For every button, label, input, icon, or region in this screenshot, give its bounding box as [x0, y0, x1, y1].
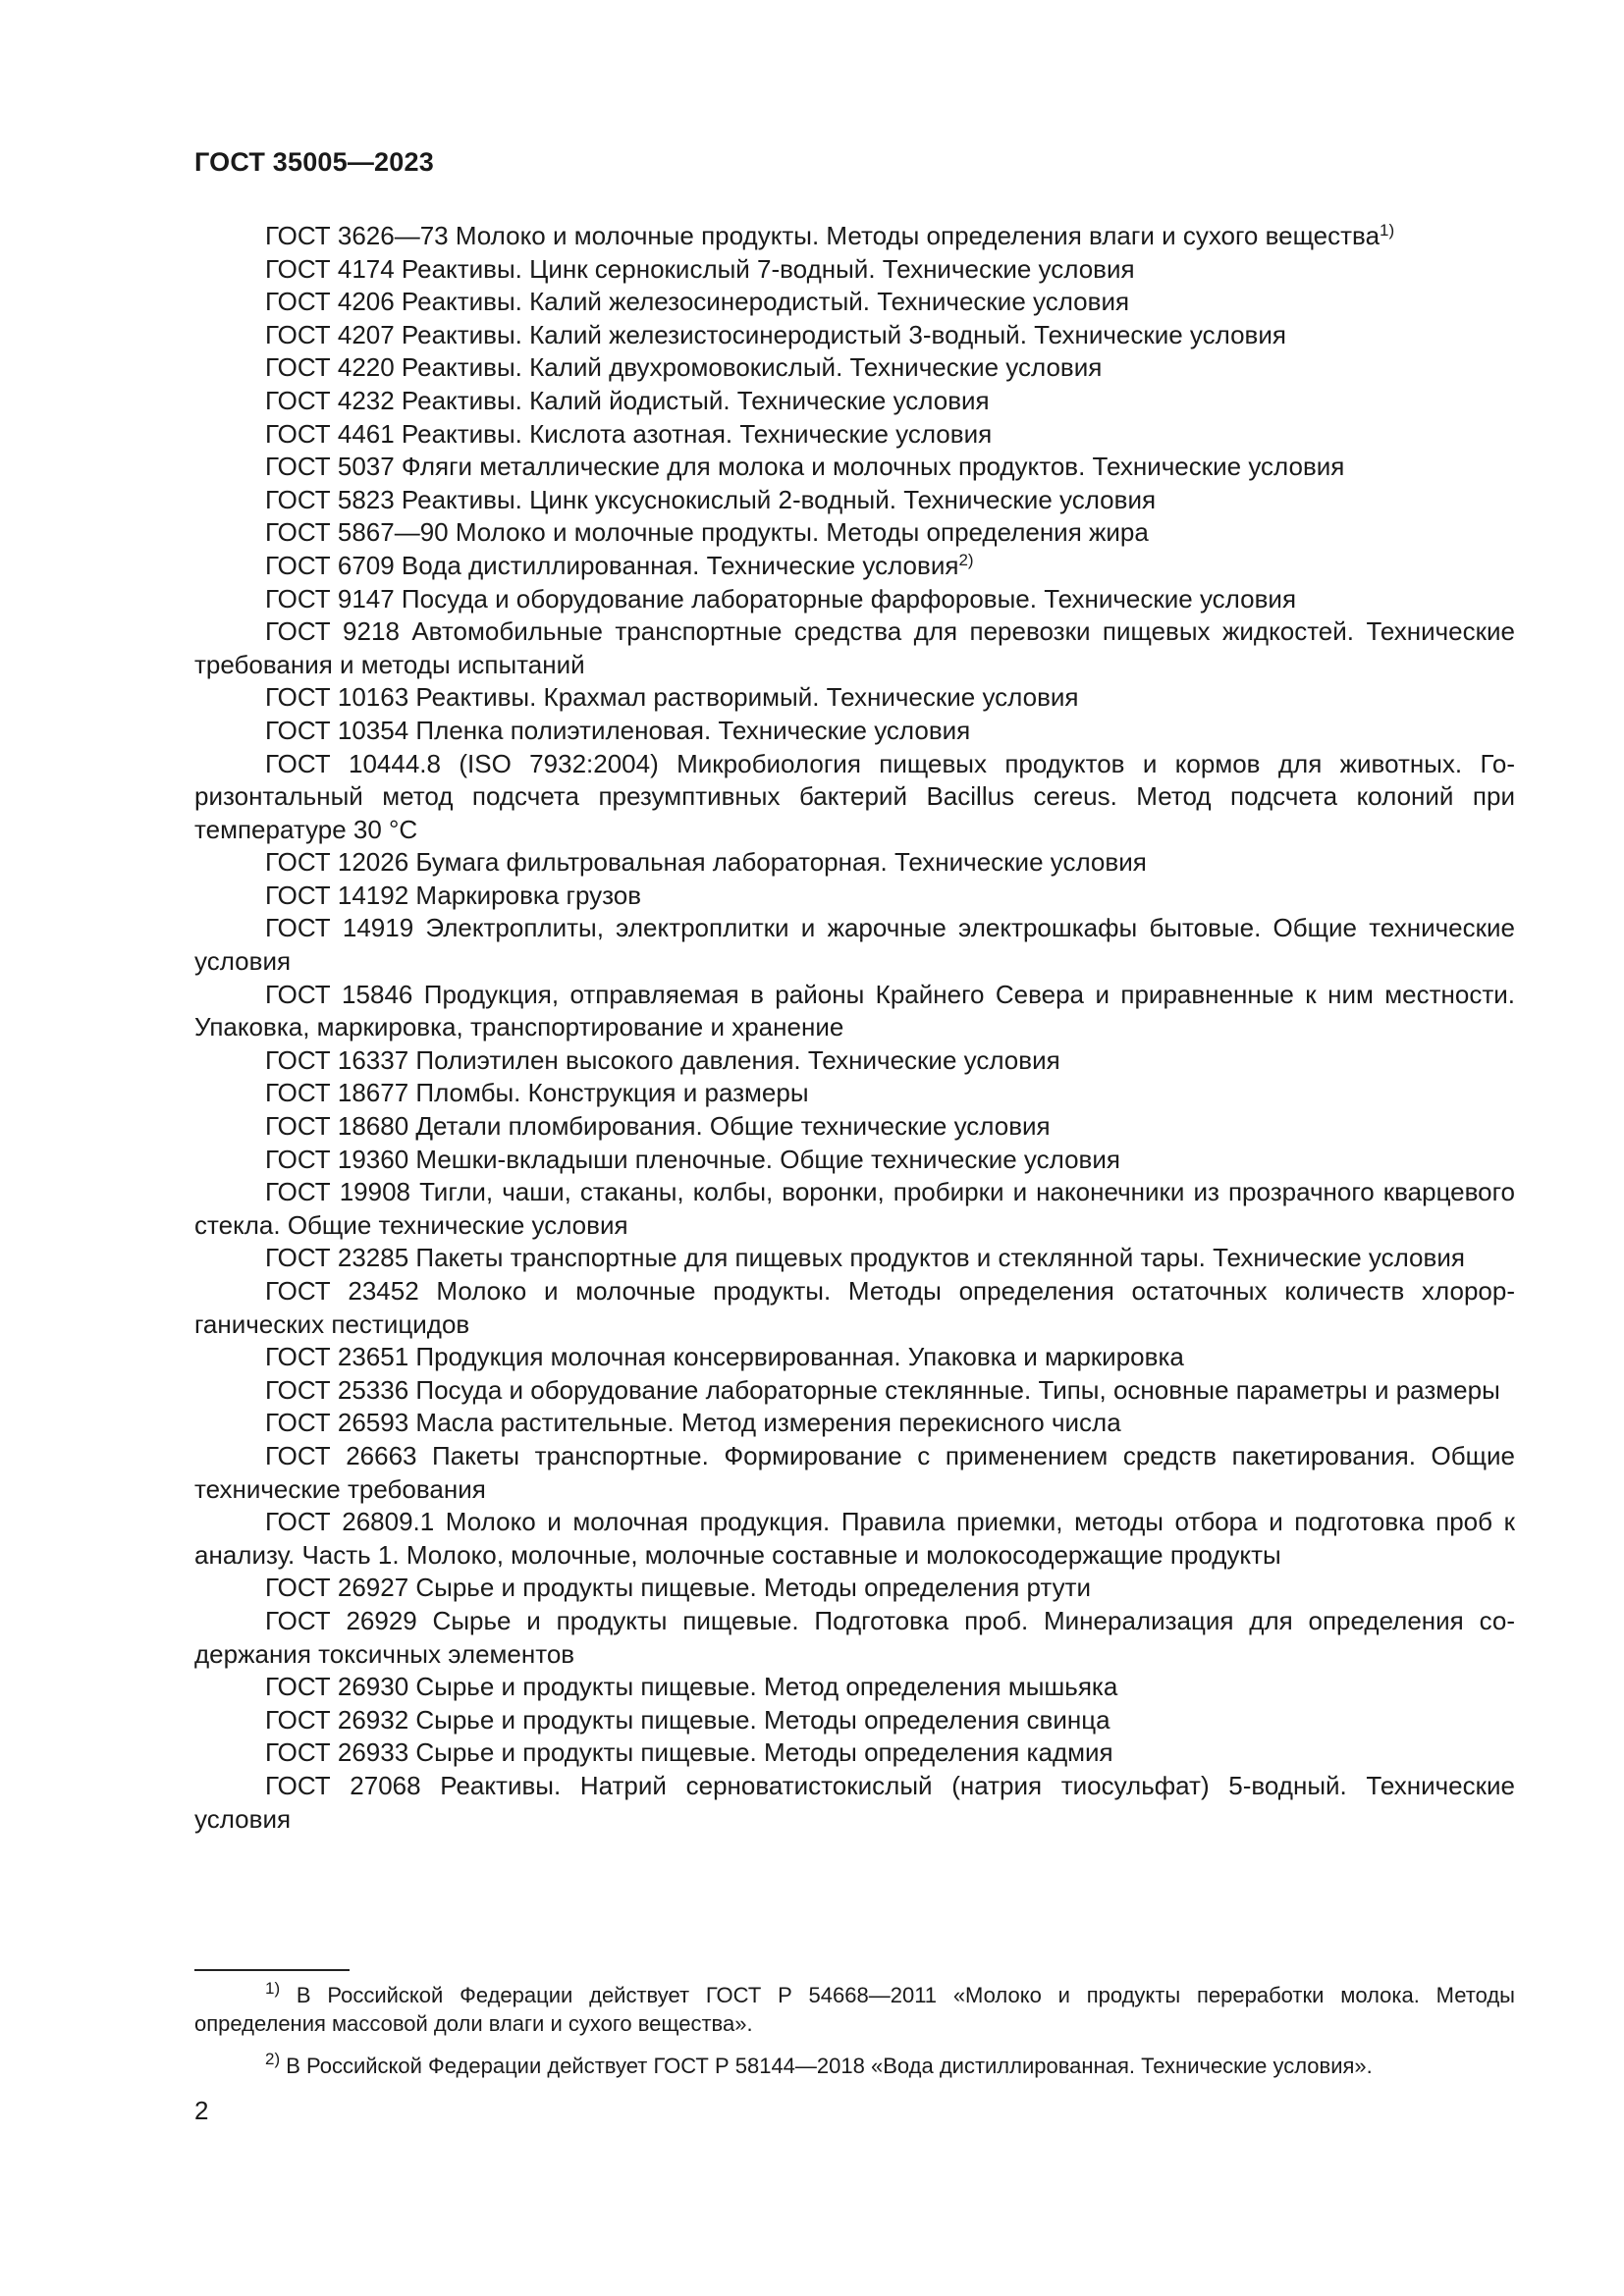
footnote-mark: 2): [265, 2050, 281, 2068]
reference-item: ГОСТ 4461 Реактивы. Кислота азотная. Технические условия: [265, 418, 993, 449]
reference-item: ГОСТ 4174 Реактивы. Цинк сернокислый 7-водный. Технические условия: [265, 253, 1135, 284]
reference-item: ГОСТ 26932 Сырье и продукты пищевые. Методы определения свинца: [265, 1704, 1110, 1735]
reference-item: ГОСТ 4232 Реактивы. Калий йодистый. Технические условия: [265, 385, 990, 415]
reference-item: ГОСТ 9218 Автомобильные транспортные средства для перевозки пищевых жидкостей. Технические требования и методы испытаний: [194, 616, 1515, 679]
reference-item: ГОСТ 10163 Реактивы. Крахмал растворимый. Технические условия: [265, 682, 1079, 713]
reference-item: ГОСТ 15846 Продукция, отправляемая в районы Крайнего Севера и приравненные к ним местности. Упаковка, маркировка, транспортирование и хранение: [194, 979, 1515, 1042]
reference-item: ГОСТ 27068 Реактивы. Натрий серноватистокислый (натрия тиосульфат) 5-водный. Технические условия: [194, 1770, 1515, 1834]
reference-item: ГОСТ 19908 Тигли, чаши, стаканы, колбы, воронки, пробирки и наконечники из прозрачного кварцевого стекла. Общие технические условия: [194, 1177, 1515, 1240]
reference-item: ГОСТ 4206 Реактивы. Калий железосинеродистый. Технические условия: [265, 287, 1130, 317]
reference-item: ГОСТ 9147 Посуда и оборудование лабораторные фарфоровые. Технические условия: [265, 583, 1297, 614]
reference-item: ГОСТ 5823 Реактивы. Цинк уксуснокислый 2-водный. Технические условия: [265, 484, 1157, 514]
reference-item: ГОСТ 10354 Пленка полиэтиленовая. Технические условия: [265, 715, 971, 745]
reference-item: ГОСТ 23452 Молоко и молочные продукты. Методы определения остаточных количеств хлорорганических пестицидов: [194, 1276, 1515, 1339]
reference-item: ГОСТ 10444.8 (ISO 7932:2004) Микробиология пищевых продуктов и кормов для животных. Горизонтальный метод подсчета презумптивных бактерий Bacillus cereus. Метод подсчета колоний при температуре 30 °С: [194, 748, 1515, 844]
reference-item: ГОСТ 25336 Посуда и оборудование лабораторные стеклянные. Типы, основные параметры и размеры: [265, 1374, 1500, 1405]
footnotes: [194, 1981, 1515, 2094]
reference-item: ГОСТ 26929 Сырье и продукты пищевые. Подготовка проб. Минерализация для определения содержания токсичных элементов: [194, 1605, 1515, 1669]
reference-item: ГОСТ 18680 Детали пломбирования. Общие технические условия: [265, 1111, 1051, 1142]
normative-references-list: [194, 220, 1515, 1836]
reference-item: ГОСТ 4207 Реактивы. Калий железистосинеродистый 3-водный. Технические условия: [265, 319, 1286, 349]
footnote-item: $^{2)}$ В Российской Федерации действует ГОСТ Р 58144—2018 «Вода дистиллированная. Технические условия».: [265, 2050, 1373, 2078]
footnote-marker[interactable]: 2): [958, 550, 974, 569]
reference-item: ГОСТ 26809.1 Молоко и молочная продукция. Правила приемки, методы отбора и подготовка проб к анализу. Часть 1. Молоко, молочные, молочные составные и молокосодержащие продукты: [194, 1507, 1515, 1570]
reference-item: ГОСТ 26927 Сырье и продукты пищевые. Методы определения ртути: [265, 1573, 1092, 1603]
reference-item: ГОСТ 26663 Пакеты транспортные. Формирование с применением средств пакетирования. Общие технические требования: [194, 1440, 1515, 1504]
reference-item: ГОСТ 19360 Мешки-вкладыши пленочные. Общие технические условия: [265, 1144, 1120, 1174]
reference-item: ГОСТ 5867—90 Молоко и молочные продукты. Методы определения жира: [265, 517, 1149, 548]
document-header: ГОСТ 35005—2023: [194, 147, 434, 177]
reference-item: ГОСТ 14919 Электроплиты, электроплитки и жарочные электрошкафы бытовые. Общие технические условия: [194, 913, 1515, 977]
reference-item: ГОСТ 26930 Сырье и продукты пищевые. Метод определения мышьяка: [265, 1672, 1118, 1702]
reference-item: ГОСТ 3626—73 Молоко и молочные продукты. Методы определения влаги и сухого вещества$^{1)}$: [265, 221, 1395, 250]
reference-item: ГОСТ 23651 Продукция молочная консервированная. Упаковка и маркировка: [265, 1342, 1184, 1372]
reference-item: ГОСТ 4220 Реактивы. Калий двухромовокислый. Технические условия: [265, 352, 1103, 383]
reference-item: ГОСТ 14192 Маркировка грузов: [265, 880, 642, 910]
reference-item: ГОСТ 18677 Пломбы. Конструкция и размеры: [265, 1078, 809, 1108]
reference-item: ГОСТ 6709 Вода дистиллированная. Технические условия$^{2)}$: [265, 550, 974, 580]
footnote-mark: 1): [265, 1979, 281, 1998]
footnote-marker[interactable]: 1): [1380, 221, 1395, 240]
reference-item: ГОСТ 5037 Фляги металлические для молока и молочных продуктов. Технические условия: [265, 452, 1345, 482]
reference-item: ГОСТ 23285 Пакеты транспортные для пищевых продуктов и стеклянной тары. Технические условия: [265, 1243, 1465, 1273]
reference-item: ГОСТ 12026 Бумага фильтровальная лабораторная. Технические условия: [265, 847, 1147, 878]
footnote-item: $^{1)}$ В Российской Федерации действует ГОСТ Р 54668—2011 «Молоко и продукты переработки молока. Методы определения массовой доли влаги и сухого вещества».: [194, 1979, 1515, 2036]
reference-item: ГОСТ 16337 Полиэтилен высокого давления. Технические условия: [265, 1044, 1060, 1075]
page-number: 2: [194, 2096, 209, 2125]
reference-item: ГОСТ 26933 Сырье и продукты пищевые. Методы определения кадмия: [265, 1737, 1113, 1768]
footnote-divider: [194, 1969, 350, 1971]
reference-item: ГОСТ 26593 Масла растительные. Метод измерения перекисного числа: [265, 1408, 1121, 1438]
